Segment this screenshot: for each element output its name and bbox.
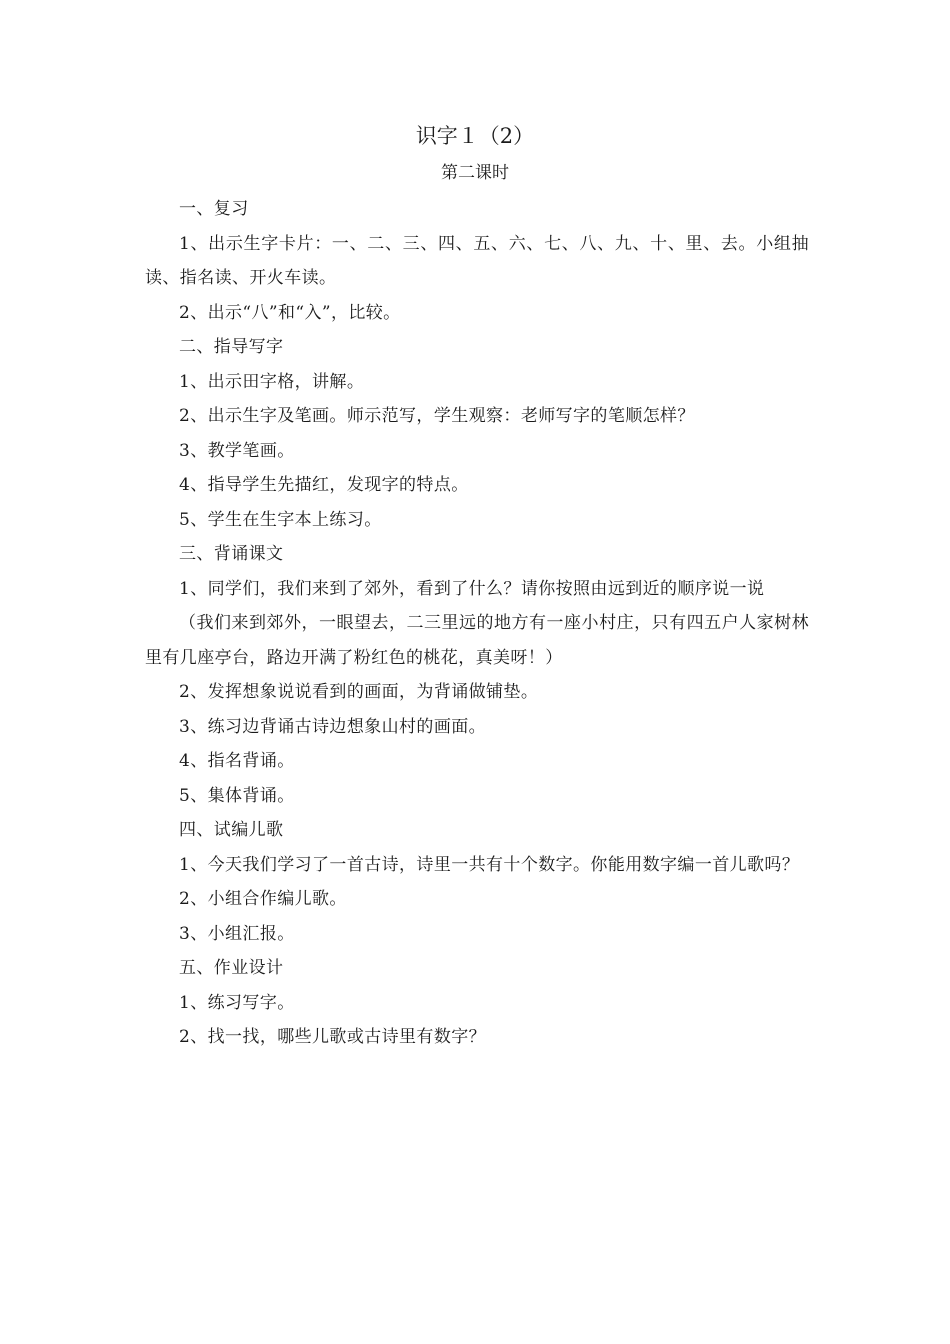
section-heading-writing: 二、指导写字 — [179, 337, 284, 357]
paragraph: 2、找一找，哪些儿歌或古诗里有数字？ — [179, 1027, 487, 1047]
paragraph: 2、出示“八”和“入”，比较。 — [179, 302, 401, 323]
paragraph: 3、教学笔画。 — [179, 440, 295, 461]
section-heading-rhymes: 四、试编儿歌 — [179, 820, 284, 840]
paragraph: 5、集体背诵。 — [179, 785, 295, 806]
paragraph: 1、练习写字。 — [179, 992, 295, 1013]
paragraph: 3、小组汇报。 — [179, 923, 295, 944]
section-heading-homework: 五、作业设计 — [179, 958, 284, 978]
paragraph: 5、学生在生字本上练习。 — [179, 509, 382, 530]
document-title: 识字１（2） — [415, 124, 535, 148]
paragraph: 1、出示田字格，讲解。 — [179, 371, 365, 392]
paragraph: 2、出示生字及笔画。师示范写，学生观察：老师写字的笔顺怎样？ — [179, 406, 695, 426]
paragraph: 4、指名背诵。 — [179, 751, 295, 771]
paragraph: 1、出示生字卡片：一、二、三、四、五、六、七、八、九、十、里、去。小组抽读、指名读、开火车读。 — [145, 233, 809, 288]
paragraph: 1、同学们，我们来到了郊外，看到了什么？请你按照由远到近的顺序说一说 — [179, 578, 765, 599]
section-heading-recite: 三、背诵课文 — [179, 544, 284, 564]
section-heading-review: 一、复习 — [179, 199, 249, 219]
paragraph: 2、小组合作编儿歌。 — [179, 889, 347, 909]
document-body — [145, 192, 809, 1055]
paragraph: （我们来到郊外，一眼望去，二三里远的地方有一座小村庄，只有四五户人家树林里有几座亭台，路边开满了粉红色的桃花，真美呀！） — [145, 613, 809, 668]
document-subtitle: 第二课时 — [441, 163, 509, 183]
paragraph: 3、练习边背诵古诗边想象山村的画面。 — [179, 716, 487, 737]
paragraph: 2、发挥想象说说看到的画面，为背诵做铺垫。 — [179, 682, 539, 702]
paragraph: 4、指导学生先描红，发现字的特点。 — [179, 475, 469, 495]
paragraph: 1、今天我们学习了一首古诗，诗里一共有十个数字。你能用数字编一首儿歌吗？ — [179, 854, 800, 875]
